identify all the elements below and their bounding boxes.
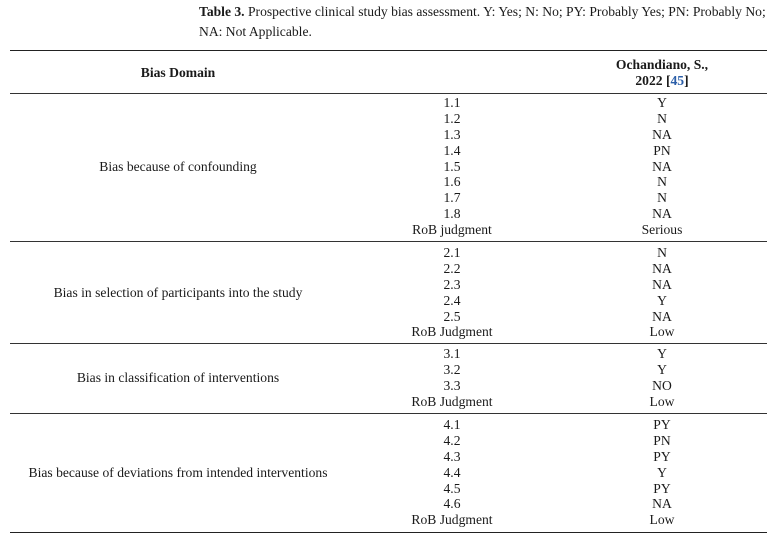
item-answer: Low (649, 512, 675, 528)
item-answer: PN (653, 142, 671, 158)
bias-domain-label: Bias in selection of participants into the study (53, 284, 303, 300)
answer-column (562, 245, 762, 340)
item-answer: N (657, 174, 667, 190)
table-top-rule (10, 50, 767, 51)
item-answer: Y (657, 95, 667, 110)
item-answer: NA (652, 496, 672, 512)
item-answer: NA (652, 206, 672, 222)
item-number: 2.2 (443, 260, 461, 276)
item-number: 3.1 (443, 346, 461, 361)
item-number: 4.3 (443, 448, 461, 464)
item-number: RoB Judgment (411, 393, 493, 409)
item-number: 1.2 (443, 110, 461, 126)
item-answer: Low (649, 393, 675, 409)
header-study-year: 2022 (635, 73, 663, 88)
item-answer: NA (652, 308, 672, 324)
answer-column (562, 417, 762, 528)
item-number: 3.2 (443, 361, 461, 377)
group-separator-rule (10, 343, 767, 344)
item-answer: Low (649, 324, 675, 340)
item-answer: N (657, 110, 667, 126)
bias-domain-label: Bias because of confounding (99, 158, 257, 174)
header-study-author: Ochandiano, S., (615, 57, 709, 72)
item-answer: N (657, 245, 667, 260)
item-number: 2.5 (443, 308, 461, 324)
item-number: 4.1 (443, 417, 461, 432)
item-number: 1.4 (443, 142, 461, 158)
item-column (372, 346, 532, 410)
item-column (372, 245, 532, 340)
caption-text-line1: Prospective clinical study bias assessment. Y: Yes; N: No; PY: Probably Yes; PN: Probably No; (248, 4, 766, 19)
item-number: 4.2 (443, 432, 461, 448)
item-number: 2.4 (443, 292, 461, 308)
item-answer: Y (657, 361, 667, 377)
item-answer: PY (653, 480, 671, 496)
header-bottom-rule (10, 93, 767, 94)
group-separator-rule (10, 241, 767, 242)
item-number: 4.4 (443, 464, 461, 480)
item-number: 2.3 (443, 276, 461, 292)
item-answer: Y (657, 346, 667, 361)
caption-text-line2: NA: Not Applicable. (199, 24, 312, 39)
item-number: 1.8 (443, 206, 461, 222)
item-answer: NA (652, 126, 672, 142)
item-number: RoB Judgment (411, 324, 493, 340)
item-column (372, 95, 532, 238)
header-bias-domain: Bias Domain (140, 65, 216, 80)
item-answer: PY (653, 448, 671, 464)
header-study (562, 57, 762, 89)
item-answer: NA (652, 158, 672, 174)
item-number: 1.5 (443, 158, 461, 174)
table-bottom-rule (10, 532, 767, 533)
item-number: 1.6 (443, 174, 461, 190)
item-answer: PY (653, 417, 671, 432)
item-number: 4.5 (443, 480, 461, 496)
item-column (372, 417, 532, 528)
item-answer: NA (652, 276, 672, 292)
item-answer: NA (652, 260, 672, 276)
item-answer: N (657, 190, 667, 206)
table-caption (199, 2, 777, 42)
item-answer: NO (652, 377, 672, 393)
item-number: RoB judgment (412, 222, 492, 238)
item-number: 4.6 (443, 496, 461, 512)
item-number: 1.1 (443, 95, 461, 110)
bias-domain-label: Bias in classification of interventions (76, 369, 280, 385)
answer-column (562, 95, 762, 238)
caption-label: Table 3. (199, 4, 245, 19)
answer-column (562, 346, 762, 410)
item-number: 2.1 (443, 245, 461, 260)
group-separator-rule (10, 413, 767, 414)
item-answer: Y (657, 464, 667, 480)
item-answer: PN (653, 432, 671, 448)
item-number: 1.7 (443, 190, 461, 206)
reference-link[interactable]: 45 (670, 73, 685, 88)
item-number: 3.3 (443, 377, 461, 393)
item-number: RoB Judgment (411, 512, 493, 528)
item-number: 1.3 (443, 126, 461, 142)
item-answer: Serious (641, 222, 683, 238)
bias-domain-label: Bias because of deviations from intended interventions (28, 464, 328, 480)
header-study-year-line: 2022 [45] (635, 73, 689, 88)
item-answer: Y (657, 292, 667, 308)
